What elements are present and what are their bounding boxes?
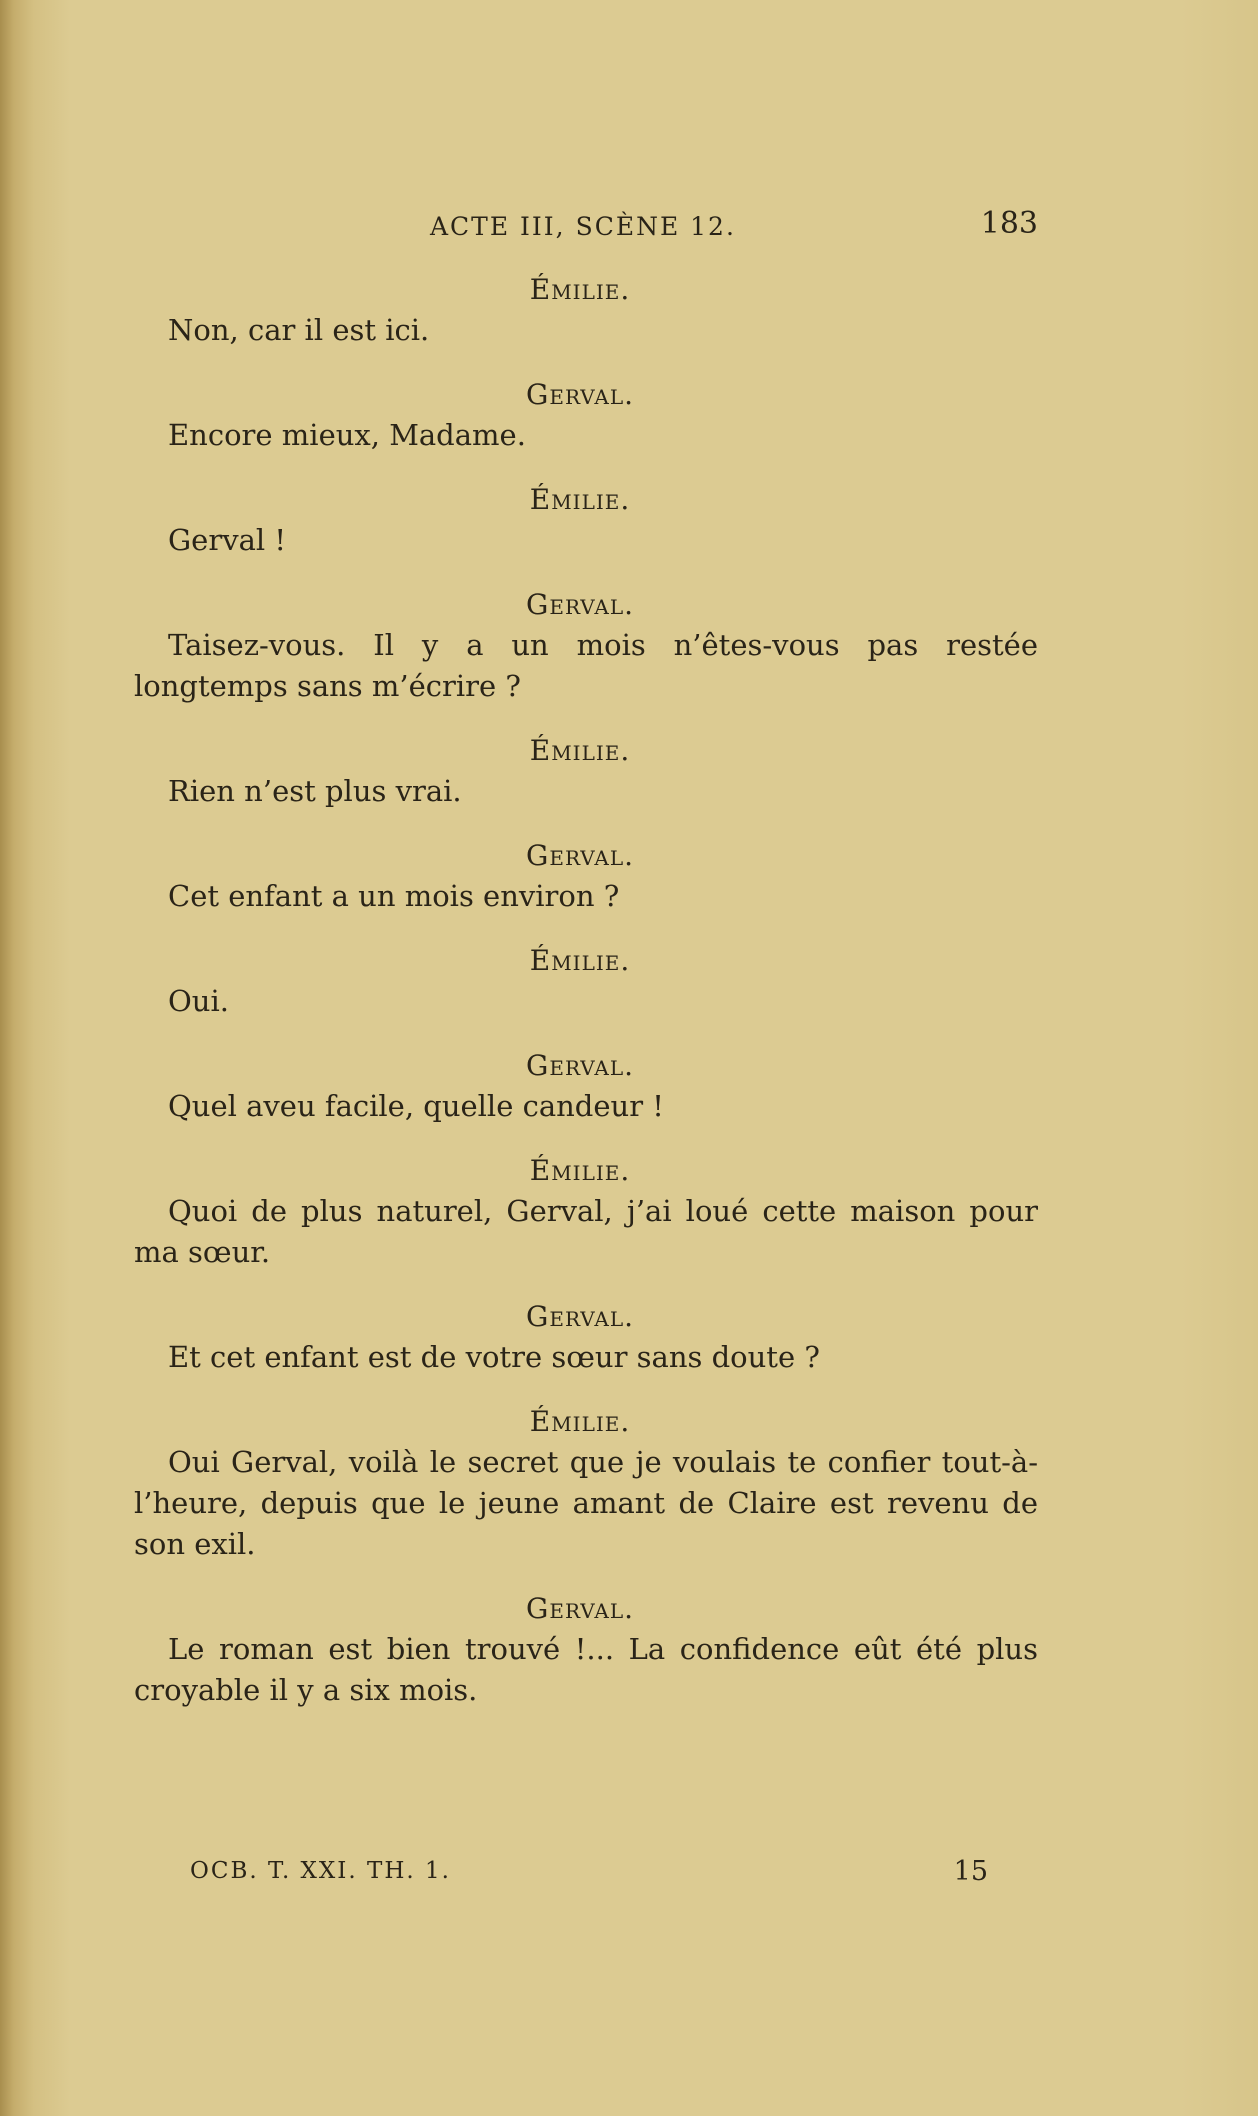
speaker-name: Émilie. (529, 944, 631, 977)
speaker-name: Gerval. (525, 378, 635, 411)
speaker-name: Émilie. (529, 734, 631, 767)
signature-number: 15 (953, 1856, 988, 1887)
dialogue-entry (134, 836, 1038, 917)
printer-signature: OCB. T. XXI. TH. 1. (190, 1858, 451, 1884)
speaker-name: Gerval. (525, 1049, 635, 1082)
speaker-name: Émilie. (529, 483, 631, 516)
speaker-name: Gerval. (525, 839, 635, 872)
page-number: 183 (980, 206, 1038, 241)
dialogue-entry (134, 1589, 1038, 1711)
speaker-name: Gerval. (525, 1592, 635, 1625)
dialogue-entry (134, 731, 1038, 812)
dialogue-entry (134, 1297, 1038, 1378)
running-head: ACTE III, SCÈNE 12. (430, 212, 736, 241)
speech-text: Taisez-vous. Il y a un mois n’êtes-vous pas restée longtemps sans m’écrire ? (134, 628, 1038, 703)
speaker-name: Émilie. (529, 273, 631, 306)
dialogue-entry (134, 270, 1038, 351)
speech-text: Gerval ! (168, 523, 287, 557)
speech-text: Cet enfant a un mois environ ? (168, 879, 620, 913)
dialogue-body (134, 270, 1038, 1735)
speech-text: Oui Gerval, voilà le secret que je voulais te confier tout-à-l’heure, depuis que le jeune amant de Claire est revenu de son exil. (134, 1445, 1038, 1561)
speech-text: Non, car il est ici. (168, 313, 430, 347)
page-header (134, 206, 1038, 246)
speech-text: Et cet enfant est de votre sœur sans doute ? (168, 1340, 820, 1374)
dialogue-entry (134, 1046, 1038, 1127)
speech-text: Quel aveu facile, quelle candeur ! (168, 1089, 664, 1123)
dialogue-entry (134, 1402, 1038, 1565)
speech-text: Encore mieux, Madame. (168, 418, 526, 452)
page-footer (134, 1858, 1038, 1898)
speech-text: Oui. (168, 984, 229, 1018)
book-page (134, 0, 1038, 2116)
speech-text: Le roman est bien trouvé !... La confidence eût été plus croyable il y a six mois. (134, 1632, 1038, 1707)
dialogue-entry (134, 480, 1038, 561)
dialogue-entry (134, 941, 1038, 1022)
speech-text: Rien n’est plus vrai. (168, 774, 462, 808)
dialogue-entry (134, 375, 1038, 456)
speech-text: Quoi de plus naturel, Gerval, j’ai loué cette maison pour ma sœur. (134, 1194, 1038, 1269)
dialogue-entry (134, 585, 1038, 707)
dialogue-entry (134, 1151, 1038, 1273)
speaker-name: Émilie. (529, 1405, 631, 1438)
speaker-name: Émilie. (529, 1154, 631, 1187)
speaker-name: Gerval. (525, 588, 635, 621)
speaker-name: Gerval. (525, 1300, 635, 1333)
